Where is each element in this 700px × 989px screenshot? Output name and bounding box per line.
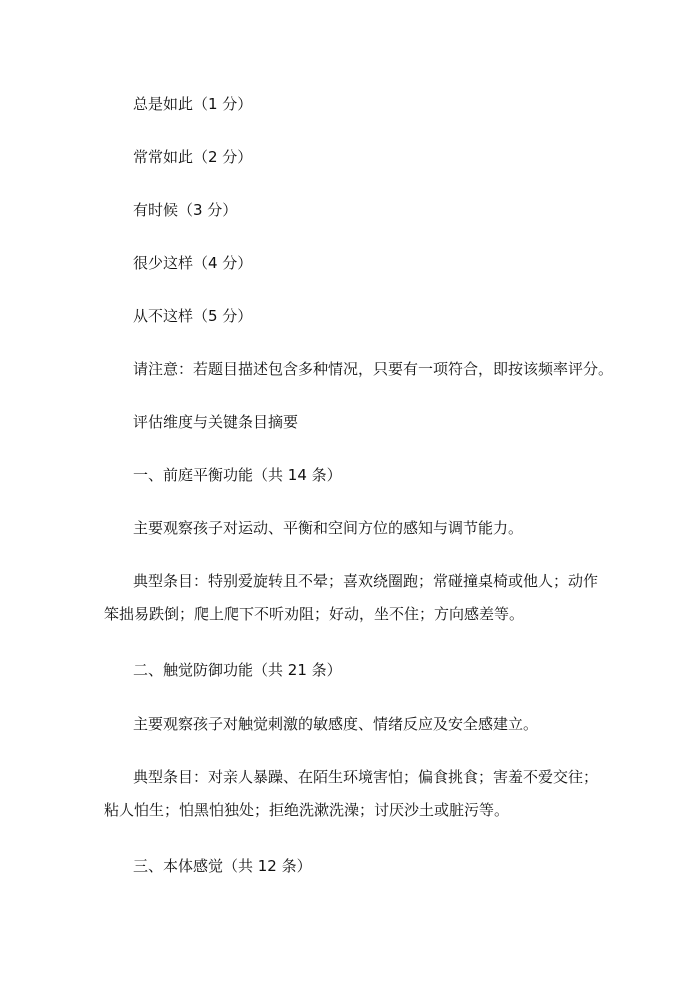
section-heading-tactile: 二、触觉防御功能（共 21 条） — [133, 661, 342, 679]
rating-option-rarely: 很少这样（4 分） — [133, 254, 253, 272]
rating-option-sometimes: 有时候（3 分） — [133, 201, 238, 219]
section-heading-proprioception: 三、本体感觉（共 12 条） — [133, 857, 312, 875]
rating-option-often: 常常如此（2 分） — [133, 148, 253, 166]
scoring-note: 请注意：若题目描述包含多种情况，只要有一项符合，即按该频率评分。 — [133, 360, 614, 378]
section-items-tactile: 典型条目：对亲人暴躁、在陌生环境害怕；偏食挑食；害羞不爱交往；粘人怕生；怕黑怕独处；拒绝洗漱洗澡；讨厌沙土或脏污等。 — [104, 768, 599, 819]
summary-heading: 评估维度与关键条目摘要 — [133, 413, 299, 431]
section-heading-vestibular: 一、前庭平衡功能（共 14 条） — [133, 466, 342, 484]
rating-option-never: 从不这样（5 分） — [133, 307, 253, 325]
section-description-tactile: 主要观察孩子对触觉刺激的敏感度、情绪反应及安全感建立。 — [133, 715, 539, 733]
section-items-vestibular: 典型条目：特别爱旋转且不晕；喜欢绕圈跑；常碰撞桌椅或他人；动作笨拙易跌倒；爬上爬下不听劝阻；好动，坐不住；方向感差等。 — [104, 572, 599, 623]
rating-option-always: 总是如此（1 分） — [133, 95, 253, 113]
section-description-vestibular: 主要观察孩子对运动、平衡和空间方位的感知与调节能力。 — [133, 519, 524, 537]
